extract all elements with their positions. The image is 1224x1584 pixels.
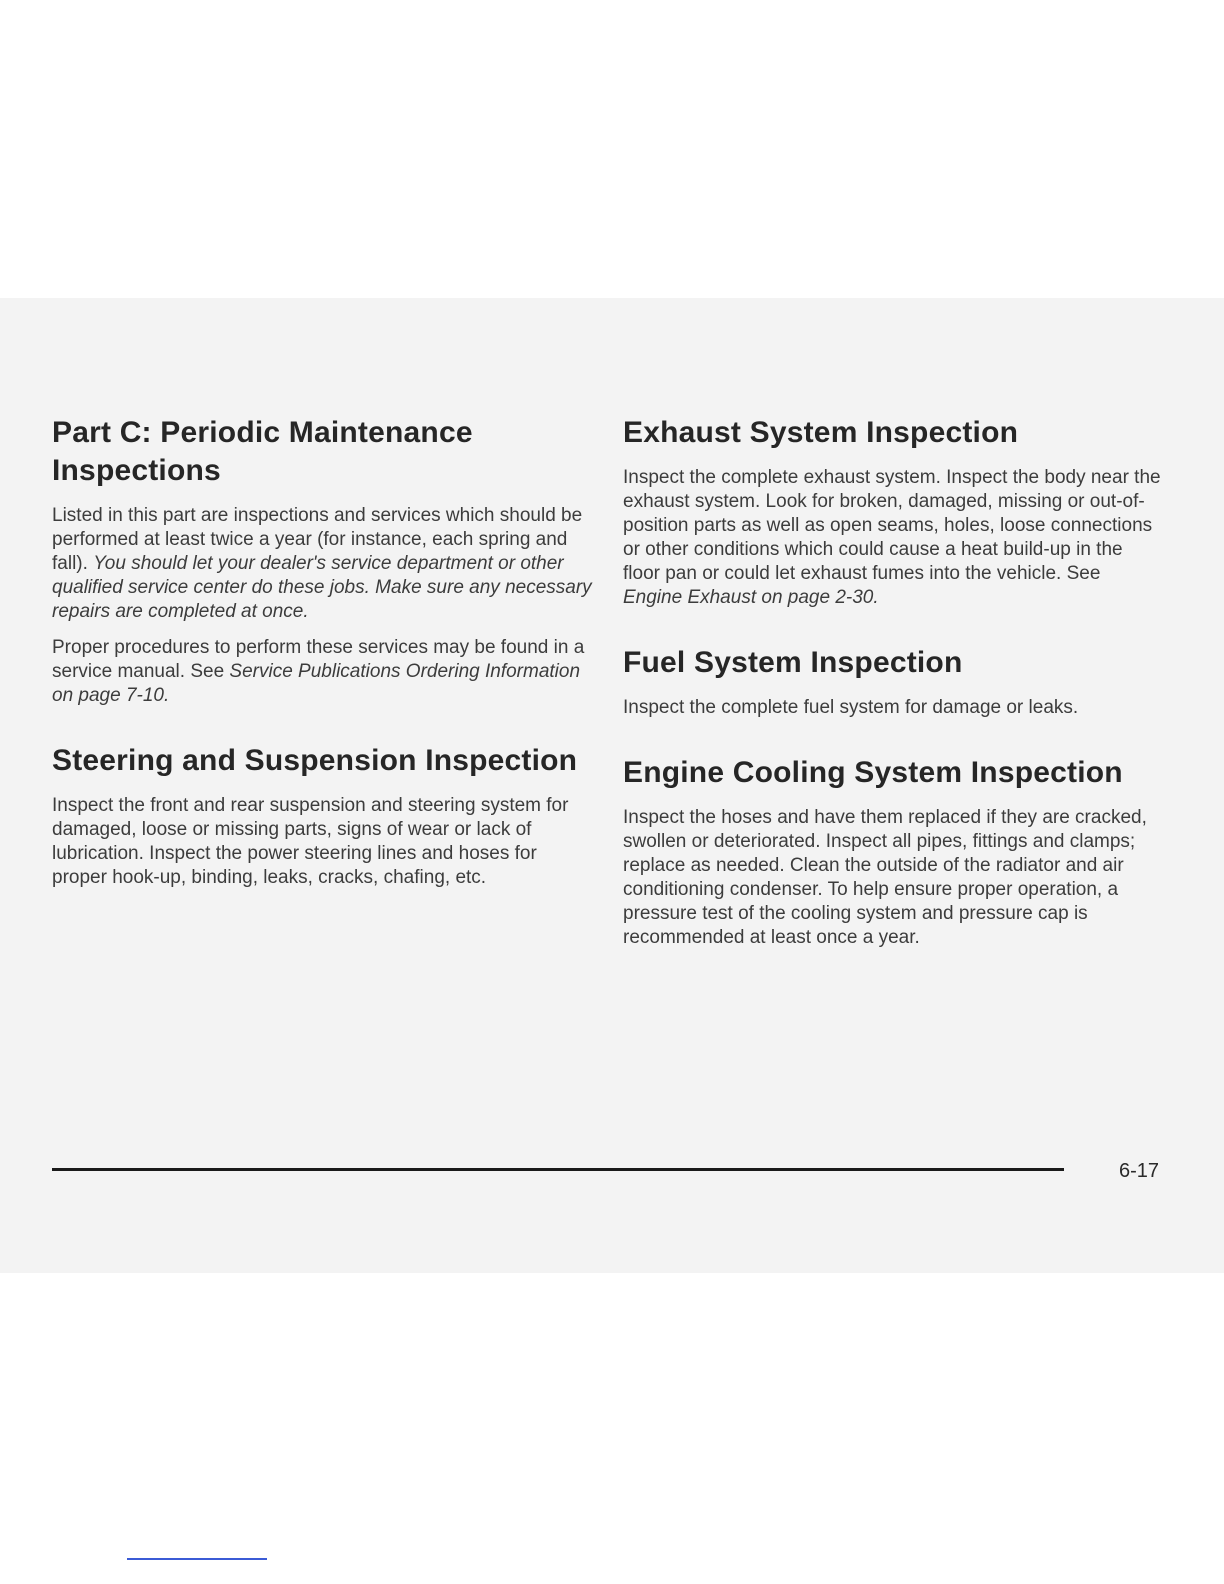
left-column: [52, 414, 592, 902]
steering-heading: Steering and Suspension Inspection: [52, 744, 578, 777]
service-publications-reference: Service Publications Ordering Information on page 7-10.: [52, 661, 581, 706]
exhaust-text: Inspect the complete exhaust system. Inspect the body near the exhaust system. Look for broken, damaged, missing or out-of-position parts as well as open seams, holes, loose connections or other conditions which could cause a heat build-up in the floor pan or could let exhaust fumes into the vehicle. See: [623, 467, 1161, 584]
part-c-p2-text: Proper procedures to perform these services may be found in a service manual. See: [52, 637, 585, 682]
exhaust-heading: Exhaust System Inspection: [623, 416, 1019, 449]
part-c-paragraph-2: [52, 636, 592, 708]
cooling-heading: Engine Cooling System Inspection: [623, 756, 1123, 789]
fuel-heading: Fuel System Inspection: [623, 646, 963, 679]
part-c-p1-text: Listed in this part are inspections and services which should be performed at least twice a year (for instance, each spring and fall).: [52, 505, 583, 574]
part-c-p1-emphasis: You should let your dealer's service department or other qualified service center do these jobs. Make sure any necessary repairs are completed at once.: [52, 553, 592, 622]
page-number: 6-17: [1119, 1160, 1160, 1182]
right-column: [623, 414, 1163, 962]
part-c-paragraph-1: [52, 504, 592, 624]
footer-rule: [52, 1168, 1064, 1171]
exhaust-paragraph: [623, 466, 1163, 610]
cooling-paragraph: Inspect the hoses and have them replaced if they are cracked, swollen or deteriorated. Inspect all pipes, fittings and clamps; replace as needed. Clean the outside of the radiator and air conditioning condenser. To help ensure proper operation, a pressure test of the cooling system and pressure cap is recommended at least once a year.: [623, 807, 1147, 948]
fuel-paragraph: Inspect the complete fuel system for damage or leaks.: [623, 697, 1079, 718]
engine-exhaust-reference: Engine Exhaust on page 2-30.: [623, 587, 879, 608]
steering-paragraph: Inspect the front and rear suspension and steering system for damaged, loose or missing parts, signs of wear or lack of lubrication. Inspect the power steering lines and hoses for proper hook-up, binding, leaks, cracks, chafing, etc.: [52, 795, 569, 888]
bottom-link-underline: [127, 1558, 267, 1560]
part-c-heading: Part C: Periodic Maintenance Inspections: [52, 416, 473, 487]
